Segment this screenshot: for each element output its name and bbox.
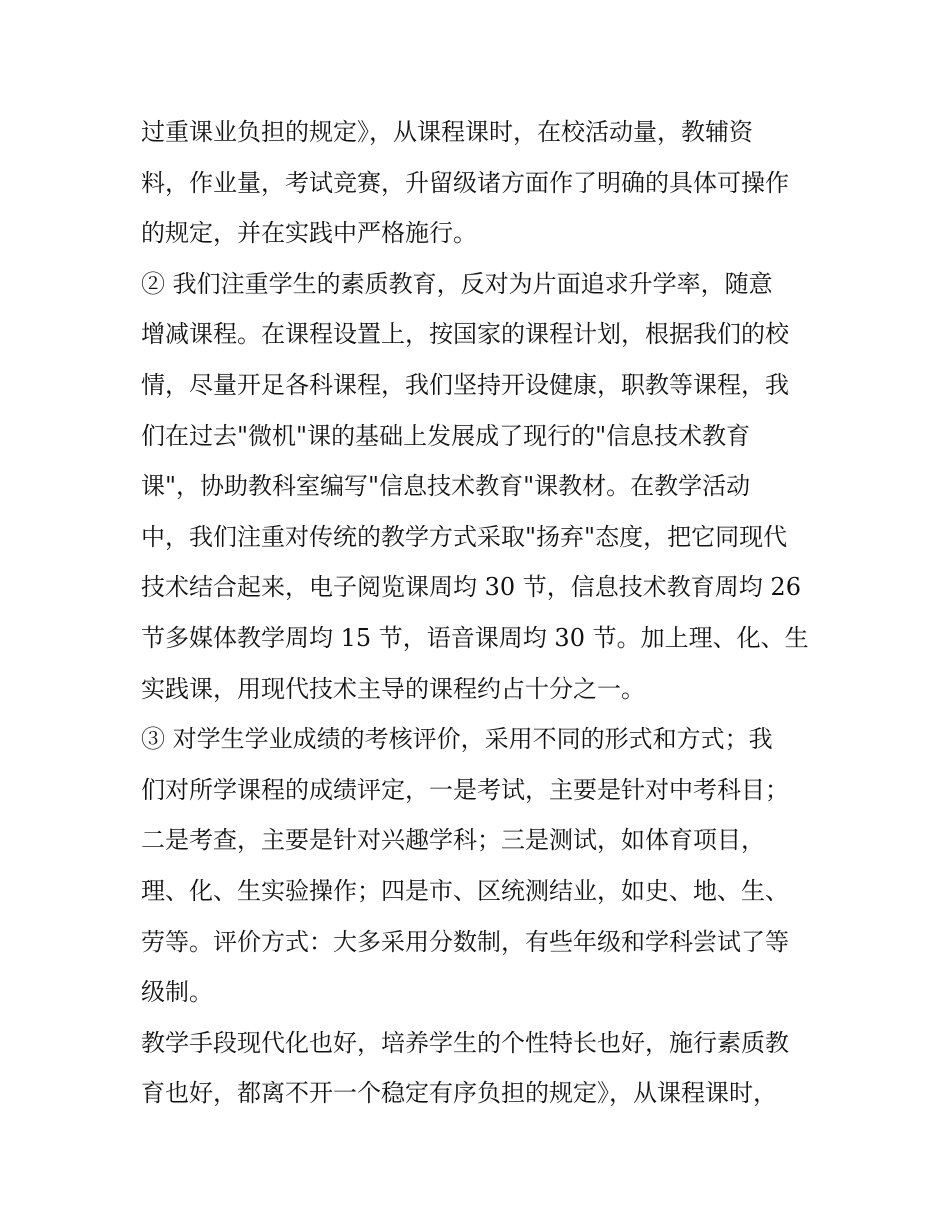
text-line-10: 技术结合起来，电子阅览课周均 30 节，信息技术教育周均 26	[141, 573, 801, 602]
text-line-13: ③ 对学生学业成绩的考核评价，采用不同的形式和方式；我	[141, 725, 773, 754]
text-line-18: 级制。	[141, 978, 213, 1007]
text-line-11: 节多媒体教学周均 15 节，语音课周均 30 节。加上理、化、生	[141, 623, 809, 652]
text-line-7: 们在过去"微机"课的基础上发展成了现行的"信息技术教育	[141, 421, 751, 450]
text-line-19: 教学手段现代化也好，培养学生的个性特长也好，施行素质教	[141, 1028, 789, 1057]
text-line-2: 料，作业量，考试竞赛，升留级诸方面作了明确的具体可操作	[141, 168, 789, 197]
text-line-17: 劳等。评价方式：大多采用分数制，有些年级和学科尝试了等	[141, 927, 789, 956]
body-text	[141, 107, 821, 1119]
text-line-9: 中，我们注重对传统的教学方式采取"扬弃"态度，把它同现代	[141, 522, 788, 551]
text-line-1: 过重课业负担的规定》，从课程课时，在校活动量，教辅资	[141, 118, 753, 146]
text-line-3: 的规定，并在实践中严格施行。	[141, 219, 477, 248]
text-line-6: 情，尽量开足各科课程，我们坚持开设健康，职教等课程，我	[141, 370, 789, 399]
text-line-20: 育也好，都离不开一个稳定有序负担的规定》，从课程课时，	[141, 1079, 777, 1108]
text-line-15: 二是考查，主要是针对兴趣学科；三是测试，如体育项目，	[141, 826, 765, 855]
text-line-4: ② 我们注重学生的素质教育，反对为片面追求升学率，随意	[141, 269, 773, 298]
text-line-16: 理、化、生实验操作；四是市、区统测结业，如史、地、生、	[141, 876, 789, 905]
text-line-5: 增减课程。在课程设置上，按国家的课程计划，根据我们的校	[141, 320, 789, 349]
text-line-12: 实践课，用现代技术主导的课程约占十分之一。	[141, 674, 645, 703]
text-line-14: 们对所学课程的成绩评定，一是考试，主要是针对中考科目；	[141, 775, 789, 804]
text-line-8: 课"，协助教科室编写"信息技术教育"课教材。在教学活动	[141, 472, 751, 501]
